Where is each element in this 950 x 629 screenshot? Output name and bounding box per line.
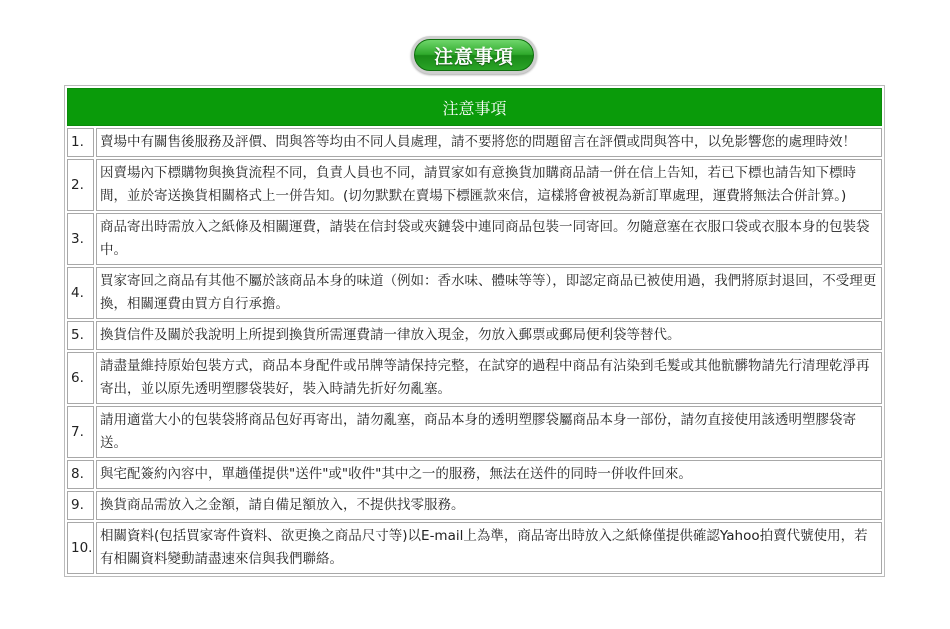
notice-table-header-row xyxy=(67,88,882,126)
notice-number: 1. xyxy=(67,128,94,157)
notice-row xyxy=(67,491,882,520)
notice-number: 8. xyxy=(67,460,94,489)
notice-text: 與宅配簽約內容中，單趟僅提供"送件"或"收件"其中之一的服務，無法在送件的同時一併收件回來。 xyxy=(96,460,882,489)
notice-number: 2. xyxy=(67,159,94,211)
notice-row xyxy=(67,522,882,574)
notice-table-header: 注意事項 xyxy=(67,88,882,126)
notice-number: 6. xyxy=(67,352,94,404)
notice-row xyxy=(67,267,882,319)
notice-row xyxy=(67,406,882,458)
notice-text: 賣場中有關售後服務及評價、問與答等均由不同人員處理，請不要將您的問題留言在評價或問與答中，以免影響您的處理時效！ xyxy=(96,128,882,157)
notice-text: 因賣場內下標購物與換貨流程不同，負責人員也不同，請買家如有意換貨加購商品請一併在信上告知，若已下標也請告知下標時間，並於寄送換貨相關格式上一併告知。(切勿默默在賣場下標匯款來信，這樣將會被視為新訂單處理，運費將無法合併計算。) xyxy=(96,159,882,211)
notice-table xyxy=(64,85,885,577)
notice-text: 請盡量維持原始包裝方式，商品本身配件或吊牌等請保持完整，在試穿的過程中商品有沾染到毛髮或其他骯髒物請先行清理乾淨再寄出，並以原先透明塑膠袋裝好，裝入時請先折好勿亂塞。 xyxy=(96,352,882,404)
notice-row xyxy=(67,321,882,350)
notice-row xyxy=(67,352,882,404)
notice-row xyxy=(67,213,882,265)
notice-title-text: 注意事項 xyxy=(433,45,514,68)
notice-row xyxy=(67,128,882,157)
notice-text: 相關資料(包括買家寄件資料、欲更換之商品尺寸等)以E-mail上為準，商品寄出時放入之紙條僅提供確認Yahoo拍賣代號使用，若有相關資料變動請盡速來信與我們聯絡。 xyxy=(96,522,882,574)
notice-title-badge xyxy=(411,36,537,74)
notice-number: 10. xyxy=(67,522,94,574)
notice-text: 請用適當大小的包裝袋將商品包好再寄出，請勿亂塞，商品本身的透明塑膠袋屬商品本身一部份，請勿直接使用該透明塑膠袋寄送。 xyxy=(96,406,882,458)
notice-number: 4. xyxy=(67,267,94,319)
notice-row xyxy=(67,159,882,211)
notice-number: 5. xyxy=(67,321,94,350)
notice-text: 換貨信件及關於我說明上所提到換貨所需運費請一律放入現金，勿放入郵票或郵局便利袋等替代。 xyxy=(96,321,882,350)
notice-text: 買家寄回之商品有其他不屬於該商品本身的味道（例如：香水味、體味等等），即認定商品已被使用過，我們將原封退回，不受理更換，相關運費由買方自行承擔。 xyxy=(96,267,882,319)
notice-row xyxy=(67,460,882,489)
notice-number: 7. xyxy=(67,406,94,458)
notice-number: 9. xyxy=(67,491,94,520)
notice-title-badge-inner xyxy=(414,39,534,71)
notice-text: 換貨商品需放入之金額，請自備足額放入，不提供找零服務。 xyxy=(96,491,882,520)
notice-text: 商品寄出時需放入之紙條及相關運費，請裝在信封袋或夾鏈袋中連同商品包裝一同寄回。勿隨意塞在衣服口袋或衣服本身的包裝袋中。 xyxy=(96,213,882,265)
notice-number: 3. xyxy=(67,213,94,265)
